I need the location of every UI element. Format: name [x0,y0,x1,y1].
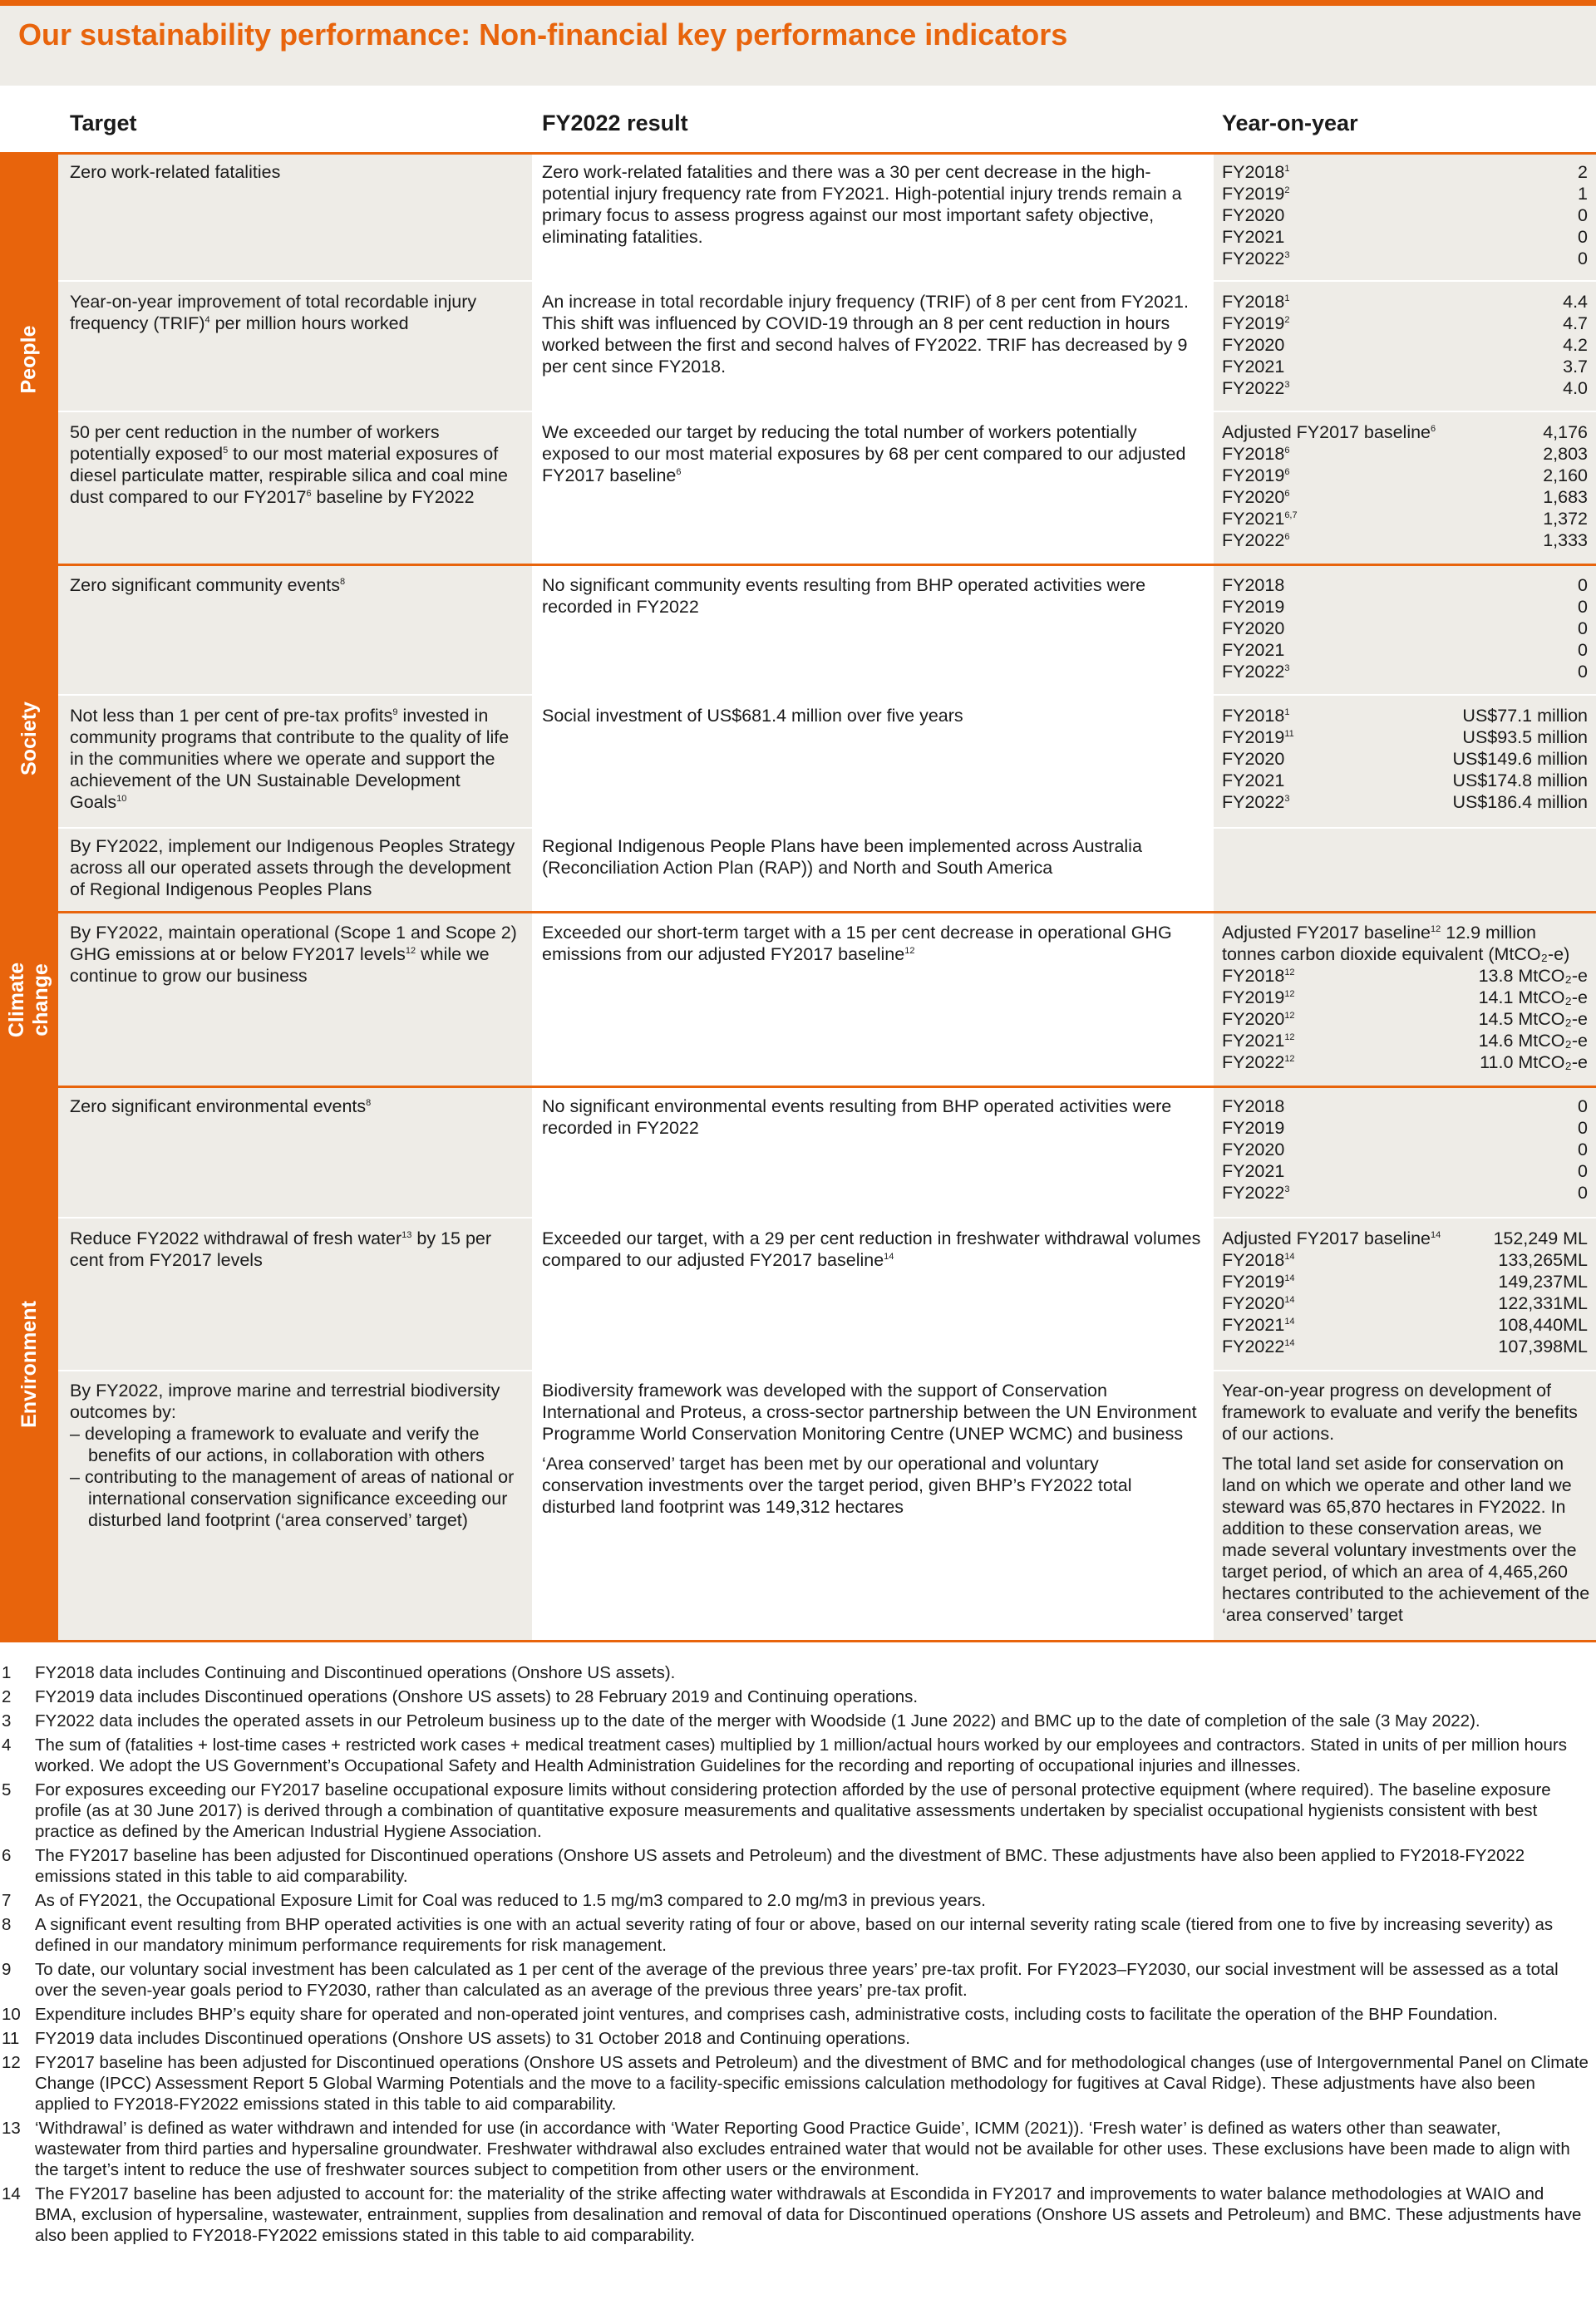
yoy-label: FY2021$^{6,7}$ [1222,509,1298,529]
yoy-label: FY2018$^{12}$ [1222,966,1295,986]
yoy-label: Adjusted FY2017 baseline$^{14}$ [1222,1228,1441,1248]
footnote [0,2028,1596,2049]
yoy-text: Year-on-year progress on development of framework to evaluate and verify the benefits of our actions. The total land set aside for conservation on land on which we operate and other land we steward was 65,870 hectares in FY2022. In addition to these conservation areas, we made several voluntary investments over the target period, of which an area of 4,465,260 hectares contributed to the achievement of the ‘area conserved’ target [1222,1381,1590,1625]
yoy-value: 1,372 [1543,509,1588,529]
yoy-value: 122,331ML [1498,1293,1588,1313]
page-title: Our sustainability performance: Non-financial key performance indicators [18,17,1068,52]
yoy-item [1222,987,1588,1008]
footnote [0,1890,1596,1911]
yoy-value: 2 [1578,162,1588,182]
section-people: People [0,155,58,564]
yoy-label: FY2022$^{12}$ [1222,1052,1295,1072]
yoy-value: 133,265ML [1498,1250,1588,1270]
band-separator [0,564,1596,566]
yoy-label: FY2020$^6$ [1222,487,1290,507]
yoy-item [1222,443,1588,465]
yoy-value: 0 [1578,1096,1588,1116]
yoy-list [1222,291,1588,399]
row-separator [58,411,1596,412]
yoy-item [1222,356,1588,377]
footnote [0,2183,1596,2246]
target-text: By FY2022, improve marine and terrestrial biodiversity outcomes by: – developing a framework to evaluate and verify the benefits of our actions, in collaboration with others – contributing to the management of areas of national or international conservation significance exceeding our disturbed land footprint (‘area conserved’ target) [70,1380,519,1531]
yoy-value: 14.6 MtCO₂-e [1478,1031,1588,1051]
yoy-item [1222,291,1588,313]
footnote-number: 4 [2,1735,12,1755]
yoy-item [1222,334,1588,356]
yoy-label: FY2020 [1222,1140,1285,1159]
yoy-value: 11.0 MtCO₂-e [1480,1052,1588,1072]
yoy-item [1222,465,1588,486]
yoy-value: 0 [1578,205,1588,225]
yoy-item [1222,248,1588,269]
yoy-value: 4.4 [1563,292,1588,312]
yoy-item [1222,529,1588,551]
yoy-value: 1 [1578,184,1588,204]
yoy-label: FY2021 [1222,1161,1285,1181]
header-target: Target [70,111,137,135]
result-text: No significant community events resulting from BHP operated activities were recorded in FY2022 [542,575,1146,617]
yoy-label: FY2019$^2$ [1222,313,1290,333]
yoy-label: FY2018$^1$ [1222,292,1290,312]
yoy-item [1222,161,1588,183]
result-text: Regional Indigenous People Plans have been implemented across Australia (Reconciliation Action Plan (RAP)) and North and South America [542,836,1142,878]
yoy-label: FY2019$^2$ [1222,184,1290,204]
footnote-text: As of FY2021, the Occupational Exposure Limit for Coal was reduced to 1.5 mg/m3 compared to 2.0 mg/m3 in previous years. [35,1891,987,1910]
bullet-item: – contributing to the management of areas of national or international conservation significance exceeding our disturbed land footprint (‘area conserved’ target) [70,1466,519,1531]
yoy-label: FY2021$^{12}$ [1222,1031,1295,1051]
footnote [0,1662,1596,1683]
footnote-number: 2 [2,1687,12,1706]
footnote-number: 13 [2,2119,21,2138]
section-climate: Climate change [0,913,58,1086]
footnote-number: 6 [2,1846,12,1865]
yoy-label: FY2020 [1222,749,1285,769]
yoy-value: 107,398ML [1498,1337,1588,1356]
row-separator [58,1217,1596,1219]
footnote-number: 8 [2,1915,12,1934]
yoy-item [1222,596,1588,618]
band-separator [0,1086,1596,1088]
yoy-item [1222,574,1588,596]
result-text: Social investment of US$681.4 million over five years [542,706,963,726]
yoy-label: FY2018 [1222,1096,1285,1116]
yoy-label: FY2018$^1$ [1222,162,1290,182]
yoy-item [1222,1008,1588,1030]
yoy-label: FY2018$^{14}$ [1222,1250,1295,1270]
yoy-item [1222,618,1588,639]
footnote-text: FY2022 data includes the operated assets in our Petroleum business up to the date of the merger with Woodside (1 June 2022) and BMC up to the date of completion of the sale (3 May 2022). [35,1711,1480,1731]
yoy-value: 0 [1578,618,1588,638]
yoy-item [1222,1314,1588,1336]
yoy-label: FY2022$^3$ [1222,662,1290,682]
yoy-item [1222,1182,1588,1204]
yoy-value: 0 [1578,640,1588,660]
yoy-value: US$186.4 million [1452,792,1588,812]
yoy-value: 0 [1578,249,1588,268]
yoy-item [1222,791,1588,813]
footnote-number: 14 [2,2184,21,2203]
bullet-item: – developing a framework to evaluate and verify the benefits of our actions, in collaboration with others [70,1423,519,1466]
yoy-item [1222,661,1588,682]
footnote-text: The FY2017 baseline has been adjusted for Discontinued operations (Onshore US assets and Petroleum) and the divestment of BMC. These adjustments have also been applied to FY2018-FY2022 emissions stated in this table to aid comparability. [35,1846,1525,1886]
yoy-item [1222,1051,1588,1073]
target-text: Zero significant community events$^8$ [70,575,346,595]
yoy-item [1222,726,1588,748]
yoy-label: FY2019$^{11}$ [1222,727,1294,747]
row-separator [58,694,1596,696]
header-result: FY2022 result [542,111,688,135]
target-text: Zero significant environmental events$^8$ [70,1096,372,1116]
yoy-list [1222,1095,1588,1204]
yoy-item [1222,1249,1588,1271]
yoy-item [1222,226,1588,248]
row-separator [58,827,1596,829]
footnote-text: The FY2017 baseline has been adjusted to account for: the materiality of the strike affecting water withdrawals at Escondida in FY2017 and improvements to water balance methodologies at WAIO and BMA, exclusion of hypersaline, wastewater, entrainment, supplies from desalination and removal of data for Discontinued operations (Onshore US assets and Petroleum) and BMC. These adjustments have also been applied to FY2018-FY2022 emissions stated in this table to aid comparability. [35,2184,1582,2245]
row-separator [58,1370,1596,1371]
band-separator [0,911,1596,913]
yoy-item [1222,1160,1588,1182]
footnote [0,1959,1596,2001]
footnote-number: 3 [2,1711,12,1731]
yoy-list [1222,574,1588,682]
yoy-label: FY2021 [1222,770,1285,790]
result-text: Exceeded our short-term target with a 15 per cent decrease in operational GHG emissions from our adjusted FY2017 baseline$^{12}$ [542,923,1172,964]
header-yoy: Year-on-year [1222,111,1358,135]
footnote-text: To date, our voluntary social investment has been calculated as 1 per cent of the average of the previous three years’ pre-tax profit. For FY2023–FY2030, our social investment will be assessed as a total over the seven-year goals period to FY2030, rather than calculated as an average of the previous three years’ pre-tax profit. [35,1960,1559,2000]
yoy-item [1222,1117,1588,1139]
yoy-item [1222,1030,1588,1051]
yoy-value: 4.0 [1563,378,1588,398]
footnote [0,1686,1596,1707]
footnote-text: FY2018 data includes Continuing and Discontinued operations (Onshore US assets). [35,1663,676,1682]
yoy-value: 152,249 ML [1493,1228,1588,1248]
result-text: An increase in total recordable injury frequency (TRIF) of 8 per cent from FY2021. This shift was influenced by COVID-19 through an 8 per cent reduction in hours worked between the first and second halves of FY2022. TRIF has decreased by 9 per cent since FY2018. [542,292,1189,377]
footnotes [0,1662,1596,2249]
footnote [0,1780,1596,1842]
yoy-item [1222,639,1588,661]
yoy-item [1222,705,1588,726]
result-text: No significant environmental events resulting from BHP operated activities were recorded in FY2022 [542,1096,1172,1138]
yoy-label: FY2020$^{14}$ [1222,1293,1295,1313]
yoy-value: 0 [1578,1118,1588,1138]
yoy-value: US$93.5 million [1462,727,1588,747]
yoy-item [1222,486,1588,508]
footnote-number: 9 [2,1960,12,1979]
yoy-label: FY2020 [1222,618,1285,638]
footnote [0,1711,1596,1731]
top-accent-bar [0,0,1596,6]
result-text: We exceeded our target by reducing the total number of workers potentially exposed to our most material exposures by 68 per cent compared to our adjusted FY2017 baseline$^6$ [542,422,1186,485]
yoy-label: Adjusted FY2017 baseline$^6$ [1222,422,1436,442]
yoy-value: 0 [1578,1140,1588,1159]
row-separator [58,280,1596,282]
yoy-value: 14.1 MtCO₂-e [1478,987,1588,1007]
yoy-value: US$174.8 million [1452,770,1588,790]
yoy-value: 14.5 MtCO₂-e [1478,1009,1588,1029]
yoy-list [1222,705,1588,813]
target-text: 50 per cent reduction in the number of workers potentially exposed$^5$ to our most material exposures of diesel particulate matter, respirable silica and coal mine dust compared to our FY2017$^6$ baseline by FY2022 [70,422,509,507]
yoy-label: FY2022$^3$ [1222,792,1290,812]
yoy-item [1222,1139,1588,1160]
yoy-label: FY2019$^6$ [1222,465,1290,485]
yoy-item [1222,377,1588,399]
footnote-text: For exposures exceeding our FY2017 baseline occupational exposure limits without considering protection afforded by the use of personal protective equipment (where required). The baseline exposure profile (as at 30 June 2017) is derived through a combination of quantitative exposure measurements and qualitative assessments undertaken by specialist occupational hygienists consistent with best practice as defined by the American Industrial Hygiene Association. [35,1780,1551,1841]
yoy-label: FY2022$^3$ [1222,249,1290,268]
title-bar [0,6,1596,89]
footnote-number: 5 [2,1780,12,1799]
footnote-text: FY2019 data includes Discontinued operations (Onshore US assets) to 28 February 2019 and Continuing operations. [35,1687,919,1706]
yoy-value: 0 [1578,575,1588,595]
yoy-item [1222,748,1588,770]
yoy-value: 0 [1578,1161,1588,1181]
yoy-item [1222,1095,1588,1117]
footnote [0,1914,1596,1956]
yoy-value: 0 [1578,1183,1588,1203]
yoy-value: 149,237ML [1498,1272,1588,1292]
target-text: By FY2022, maintain operational (Scope 1 and Scope 2) GHG emissions at or below FY2017 levels$^{12}$ while we continue to grow our business [70,923,517,986]
footnote [0,2052,1596,2115]
yoy-value: US$77.1 million [1462,706,1588,726]
yoy-value: 4,176 [1543,422,1588,442]
yoy-value: US$149.6 million [1452,749,1588,769]
yoy-item [1222,1292,1588,1314]
footnote-text: The sum of (fatalities + lost-time cases + restricted work cases + medical treatment cases) multiplied by 1 million/actual hours worked by our employees and contractors. Stated in units of per million hours worked. We adopt the US Government’s Occupational Safety and Health Administration Guidelines for the recording and reporting of occupational injuries and illnesses. [35,1735,1567,1775]
baseline-text: Adjusted FY2017 baseline$^{12}$ 12.9 million tonnes carbon dioxide equivalent (MtCO₂-e) [1222,923,1570,964]
yoy-value: 108,440ML [1498,1315,1588,1335]
footnote-text: Expenditure includes BHP’s equity share for operated and non-operated joint ventures, and comprises cash, administrative costs, including costs to facilitate the operation of the BHP Foundation. [35,2005,1498,2024]
yoy-list [1222,1228,1588,1357]
yoy-label: FY2019$^{14}$ [1222,1272,1295,1292]
section-environment: Environment [0,1088,58,1640]
yoy-label: FY2020 [1222,205,1285,225]
yoy-label: FY2022$^6$ [1222,530,1290,550]
yoy-item [1222,204,1588,226]
yoy-label: FY2022$^3$ [1222,1183,1290,1203]
yoy-item [1222,1271,1588,1292]
yoy-label: FY2021 [1222,357,1285,377]
yoy-item [1222,183,1588,204]
footnote-number: 12 [2,2053,21,2072]
yoy-label: FY2019 [1222,1118,1285,1138]
band-separator [0,1640,1596,1642]
yoy-value: 2,160 [1543,465,1588,485]
footnote-number: 1 [2,1663,12,1682]
footnote-number: 7 [2,1891,12,1910]
yoy-label: FY2022$^{14}$ [1222,1337,1295,1356]
target-bullets [70,1423,519,1531]
target-text: Zero work-related fatalities [70,162,281,182]
yoy-label: FY2021$^{14}$ [1222,1315,1295,1335]
yoy-label: FY2019$^{12}$ [1222,987,1295,1007]
footnote [0,1735,1596,1776]
yoy-label: FY2021 [1222,640,1285,660]
target-text: By FY2022, implement our Indigenous Peoples Strategy across all our operated assets through the development of Regional Indigenous Peoples Plans [70,836,515,899]
footnote-number: 10 [2,2005,21,2024]
yoy-list [1222,161,1588,269]
yoy-label: FY2018 [1222,575,1285,595]
yoy-value: 1,333 [1543,530,1588,550]
yoy-label: FY2021 [1222,227,1285,247]
yoy-item [1222,313,1588,334]
footnote-number: 11 [2,2029,20,2048]
yoy-item [1222,508,1588,529]
yoy-value: 13.8 MtCO₂-e [1478,966,1588,986]
footnote-text: ‘Withdrawal’ is defined as water withdrawn and intended for use (in accordance with ‘Water Reporting Good Practice Guide’, ICMM (2021)). ‘Fresh water’ is defined as waters other than seawater, wastewater from third parties and hypersaline groundwater. Freshwater withdrawal also excludes entrained water that would not be available for other uses. These exclusions have been made to align with the target’s intent to reduce the use of freshwater sources subject to competition from other users or the environment. [35,2119,1570,2179]
footnote-text: A significant event resulting from BHP operated activities is one with an actual severity rating of four or above, based on our internal severity rating scale (tiered from one to five by increasing severity) as defined in our mandatory minimum performance requirements for risk management. [35,1915,1554,1955]
section-society: Society [0,566,58,911]
target-text: Not less than 1 per cent of pre-tax profits$^9$ invested in community programs that contribute to the quality of life in the communities where we operate and support the achievement of the UN Sustainable Development Goals$^{10}$ [70,706,510,812]
footnote [0,2118,1596,2180]
yoy-list [1222,421,1588,551]
yoy-label: FY2019 [1222,597,1285,617]
yoy-item [1222,1336,1588,1357]
yoy-item [1222,1228,1588,1249]
yoy-value: 3.7 [1563,357,1588,377]
target-text: Reduce FY2022 withdrawal of fresh water$^{13}$ by 15 per cent from FY2017 levels [70,1228,492,1270]
yoy-value: 0 [1578,597,1588,617]
yoy-value: 4.2 [1563,335,1588,355]
footnote-text: FY2019 data includes Discontinued operations (Onshore US assets) to 31 October 2018 and Continuing operations. [35,2029,910,2048]
yoy-value: 1,683 [1543,487,1588,507]
yoy-label: FY2022$^3$ [1222,378,1290,398]
footnote-text: FY2017 baseline has been adjusted for Discontinued operations (Onshore US assets and Petroleum) and the divestment of BMC and for methodological changes (use of Intergovernmental Panel on Climate Change (IPCC) Assessment Report 5 Global Warming Potentials and the move to a facility-specific emissions calculation methodology for fugitives at Caval Ridge). These adjustments have also been applied to FY2018-FY2022 emissions stated in this table to aid comparability. [35,2053,1589,2114]
footnote [0,2004,1596,2025]
yoy-item [1222,965,1588,987]
target-text: Year-on-year improvement of total recordable injury frequency (TRIF)$^4$ per million hours worked [70,292,477,333]
yoy-item [1222,421,1588,443]
table-header [0,86,1596,155]
yoy-label: FY2020$^{12}$ [1222,1009,1295,1029]
yoy-value: 0 [1578,662,1588,682]
yoy-value: 4.7 [1563,313,1588,333]
footnote [0,1845,1596,1887]
yoy-label: FY2018$^6$ [1222,444,1290,464]
yoy-label: FY2020 [1222,335,1285,355]
yoy-list [1222,965,1588,1073]
yoy-value: 0 [1578,227,1588,247]
result-text: Zero work-related fatalities and there was a 30 per cent decrease in the high-potential injury frequency rate from FY2021. High-potential injury trends remain a primary focus to assess progress against our most important safety objective, eliminating fatalities. [542,162,1182,247]
result-text: Biodiversity framework was developed with the support of Conservation International and Proteus, a cross-sector partnership between the UN Environment Programme World Conservation Monitoring Centre (UNEP WCMC) and business ‘Area conserved’ target has been met by our operational and voluntary conservation investments over the target period, given BHP’s FY2022 total disturbed land footprint was 149,312 hectares [542,1381,1197,1517]
yoy-label: FY2018$^1$ [1222,706,1290,726]
result-text: Exceeded our target, with a 29 per cent reduction in freshwater withdrawal volumes compared to our adjusted FY2017 baseline$^{14}$ [542,1228,1201,1270]
yoy-item [1222,770,1588,791]
yoy-value: 2,803 [1543,444,1588,464]
